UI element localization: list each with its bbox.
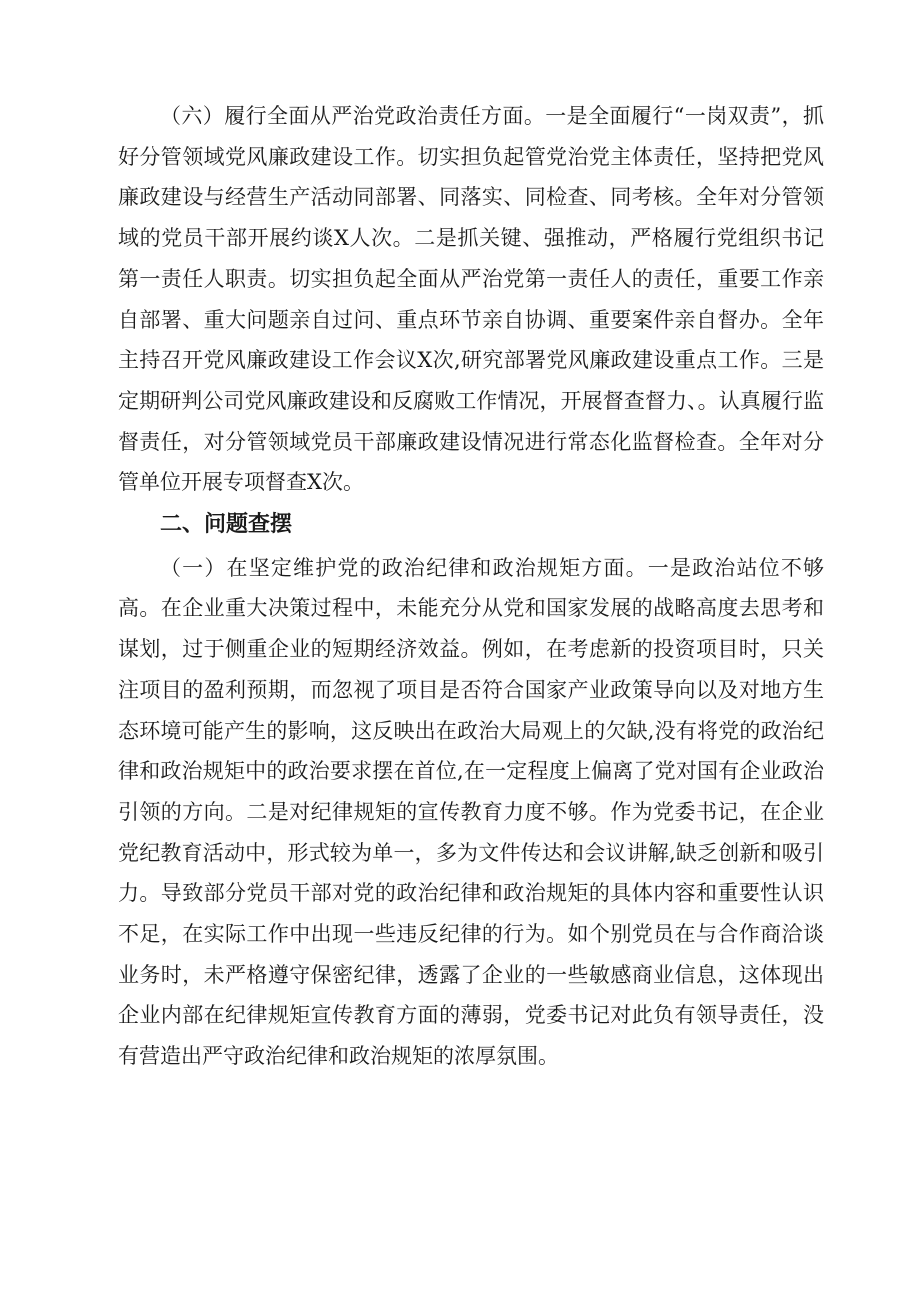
paragraph-one-political-discipline: （一）在坚定维护党的政治纪律和政治规矩方面。一是政治站位不够高。在企业重大决策过程中，未能充分从党和国家发展的战略高度去思考和谋划，过于侧重企业的短期经济效益。例如，在考虑新的投资项目时，只关注项目的盈利预期，而忽视了项目是否符合国家产业政策导向以及对地方生态环境可能产生的影响，这反映出在政治大局观上的欠缺,没有将党的政治纪律和政治规矩中的政治要求摆在首位,在一定程度上偏离了党对国有企业政治引领的方向。二是对纪律规矩的宣传教育力度不够。作为党委书记，在企业党纪教育活动中，形式较为单一，多为文件传达和会议讲解,缺乏创新和吸引力。导致部分党员干部对党的政治纪律和政治规矩的具体内容和重要性认识不足，在实际工作中出现一些违反纪律的行为。如个别党员在与合作商洽谈业务时，未严格遵守保密纪律，透露了企业的一些敏感商业信息，这体现出企业内部在纪律规矩宣传教育方面的薄弱，党委书记对此负有领导责任，没有营造出严守政治纪律和政治规矩的浓厚氛围。: [118, 555, 824, 1069]
document-body: [118, 96, 824, 1077]
paragraph-six-political-responsibility: （六）履行全面从严治党政治责任方面。一是全面履行“一岗双责”，抓好分管领域党风廉政建设工作。切实担负起管党治党主体责任，坚持把党风廉政建设与经营生产活动同部署、同落实、同检查、同考核。全年对分管领域的党员干部开展约谈X人次。二是抓关键、强推动，严格履行党组织书记第一责任人职责。切实担负起全面从严治党第一责任人的责任，重要工作亲自部署、重大问题亲自过问、重点环节亲自协调、重要案件亲自督办。全年主持召开党风廉政建设工作会议X次,研究部署党风廉政建设重点工作。三是定期研判公司党风廉政建设和反腐败工作情况，开展督查督力、。认真履行监督责任，对分管领域党员干部廉政建设情况进行常态化监督检查。全年对分管单位开展专项督查X次。: [118, 104, 824, 495]
section-heading-problem-check: 二、问题查摆: [160, 512, 293, 538]
